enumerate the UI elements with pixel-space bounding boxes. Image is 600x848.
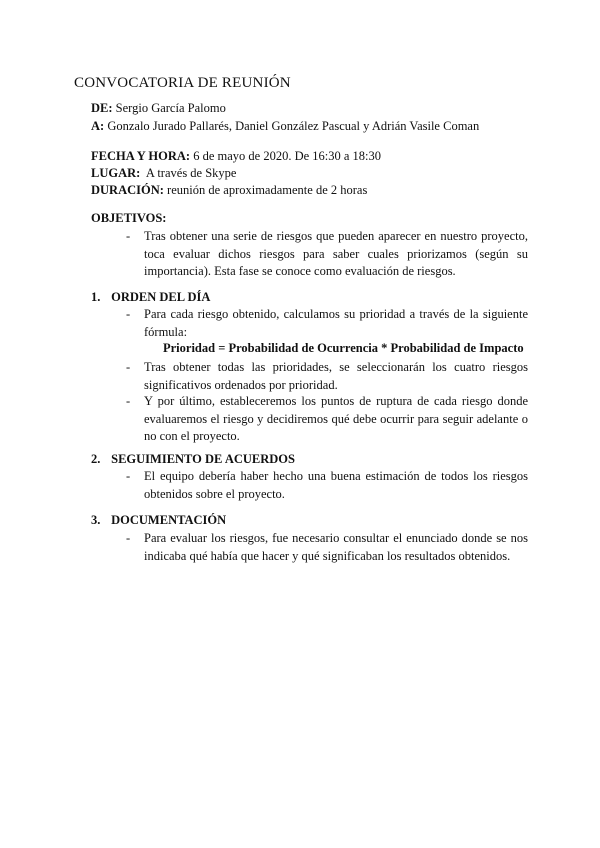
objectives-title: OBJETIVOS: — [91, 211, 167, 225]
list-item-text: El equipo debería haber hecho una buena estimación de todos los riesgos obtenidos sobre el proyecto. — [144, 469, 528, 501]
place-line — [91, 166, 236, 181]
to-label: A: — [91, 119, 105, 133]
list-item-text: Para cada riesgo obtenido, calculamos su prioridad a través de la siguiente fórmula: — [144, 307, 528, 339]
bullet-dash: - — [126, 229, 131, 243]
section-title: SEGUIMIENTO DE ACUERDOS — [111, 452, 295, 466]
to-value: Gonzalo Jurado Pallarés, Daniel González Pascual y Adrián Vasile Coman — [107, 119, 480, 133]
list-item — [126, 359, 528, 394]
section-followup-heading — [91, 452, 295, 467]
objectives-item-text: Tras obtener una serie de riesgos que pueden aparecer en nuestro proyecto, toca evaluar dichos riesgos para saber cuales priorizamos (según su importancia). Esta fase se conoce como evaluación de riesgos. — [144, 229, 528, 278]
bullet-dash: - — [126, 360, 131, 374]
section-documentation-heading — [91, 513, 226, 528]
duration-label: DURACIÓN: — [91, 183, 164, 197]
section-agenda-heading — [91, 290, 210, 305]
bullet-dash: - — [126, 394, 131, 408]
date-value: 6 de mayo de 2020. De 16:30 a 18:30 — [193, 149, 382, 163]
objectives-item — [126, 228, 528, 281]
list-item-text: Tras obtener todas las prioridades, se seleccionarán los cuatro riesgos significativos ordenados por prioridad. — [144, 360, 528, 392]
place-value: A través de Skype — [145, 166, 237, 180]
section-number: 3. — [91, 513, 101, 527]
date-label: FECHA Y HORA: — [91, 149, 191, 163]
list-item — [126, 393, 528, 446]
date-line — [91, 149, 381, 164]
list-item — [126, 306, 528, 341]
duration-line — [91, 183, 367, 198]
from-line — [91, 101, 226, 116]
section-number: 2. — [91, 452, 101, 466]
section-number: 1. — [91, 290, 101, 304]
duration-value: reunión de aproximadamente de 2 horas — [167, 183, 368, 197]
to-line — [91, 119, 479, 134]
from-value: Sergio García Palomo — [115, 101, 226, 115]
list-item-text: Y por último, estableceremos los puntos de ruptura de cada riesgo donde evaluaremos el riesgo y decidiremos qué debe ocurrir para seguir adelante o no con el proyecto. — [144, 394, 528, 443]
list-item — [126, 468, 528, 503]
place-label: LUGAR: — [91, 166, 141, 180]
bullet-dash: - — [126, 307, 131, 321]
section-title: ORDEN DEL DÍA — [111, 290, 211, 304]
bullet-dash: - — [126, 469, 131, 483]
list-item — [126, 530, 528, 565]
list-item-text: Para evaluar los riesgos, fue necesario consultar el enunciado donde se nos indicaba qué había que hacer y qué significaban los resultados obtenidos. — [144, 531, 528, 563]
from-label: DE: — [91, 101, 113, 115]
document-title: CONVOCATORIA DE REUNIÓN — [74, 75, 291, 91]
section-title: DOCUMENTACIÓN — [111, 513, 227, 527]
bullet-dash: - — [126, 531, 131, 545]
priority-formula: Prioridad = Probabilidad de Ocurrencia * Probabilidad de Impacto — [163, 341, 524, 355]
